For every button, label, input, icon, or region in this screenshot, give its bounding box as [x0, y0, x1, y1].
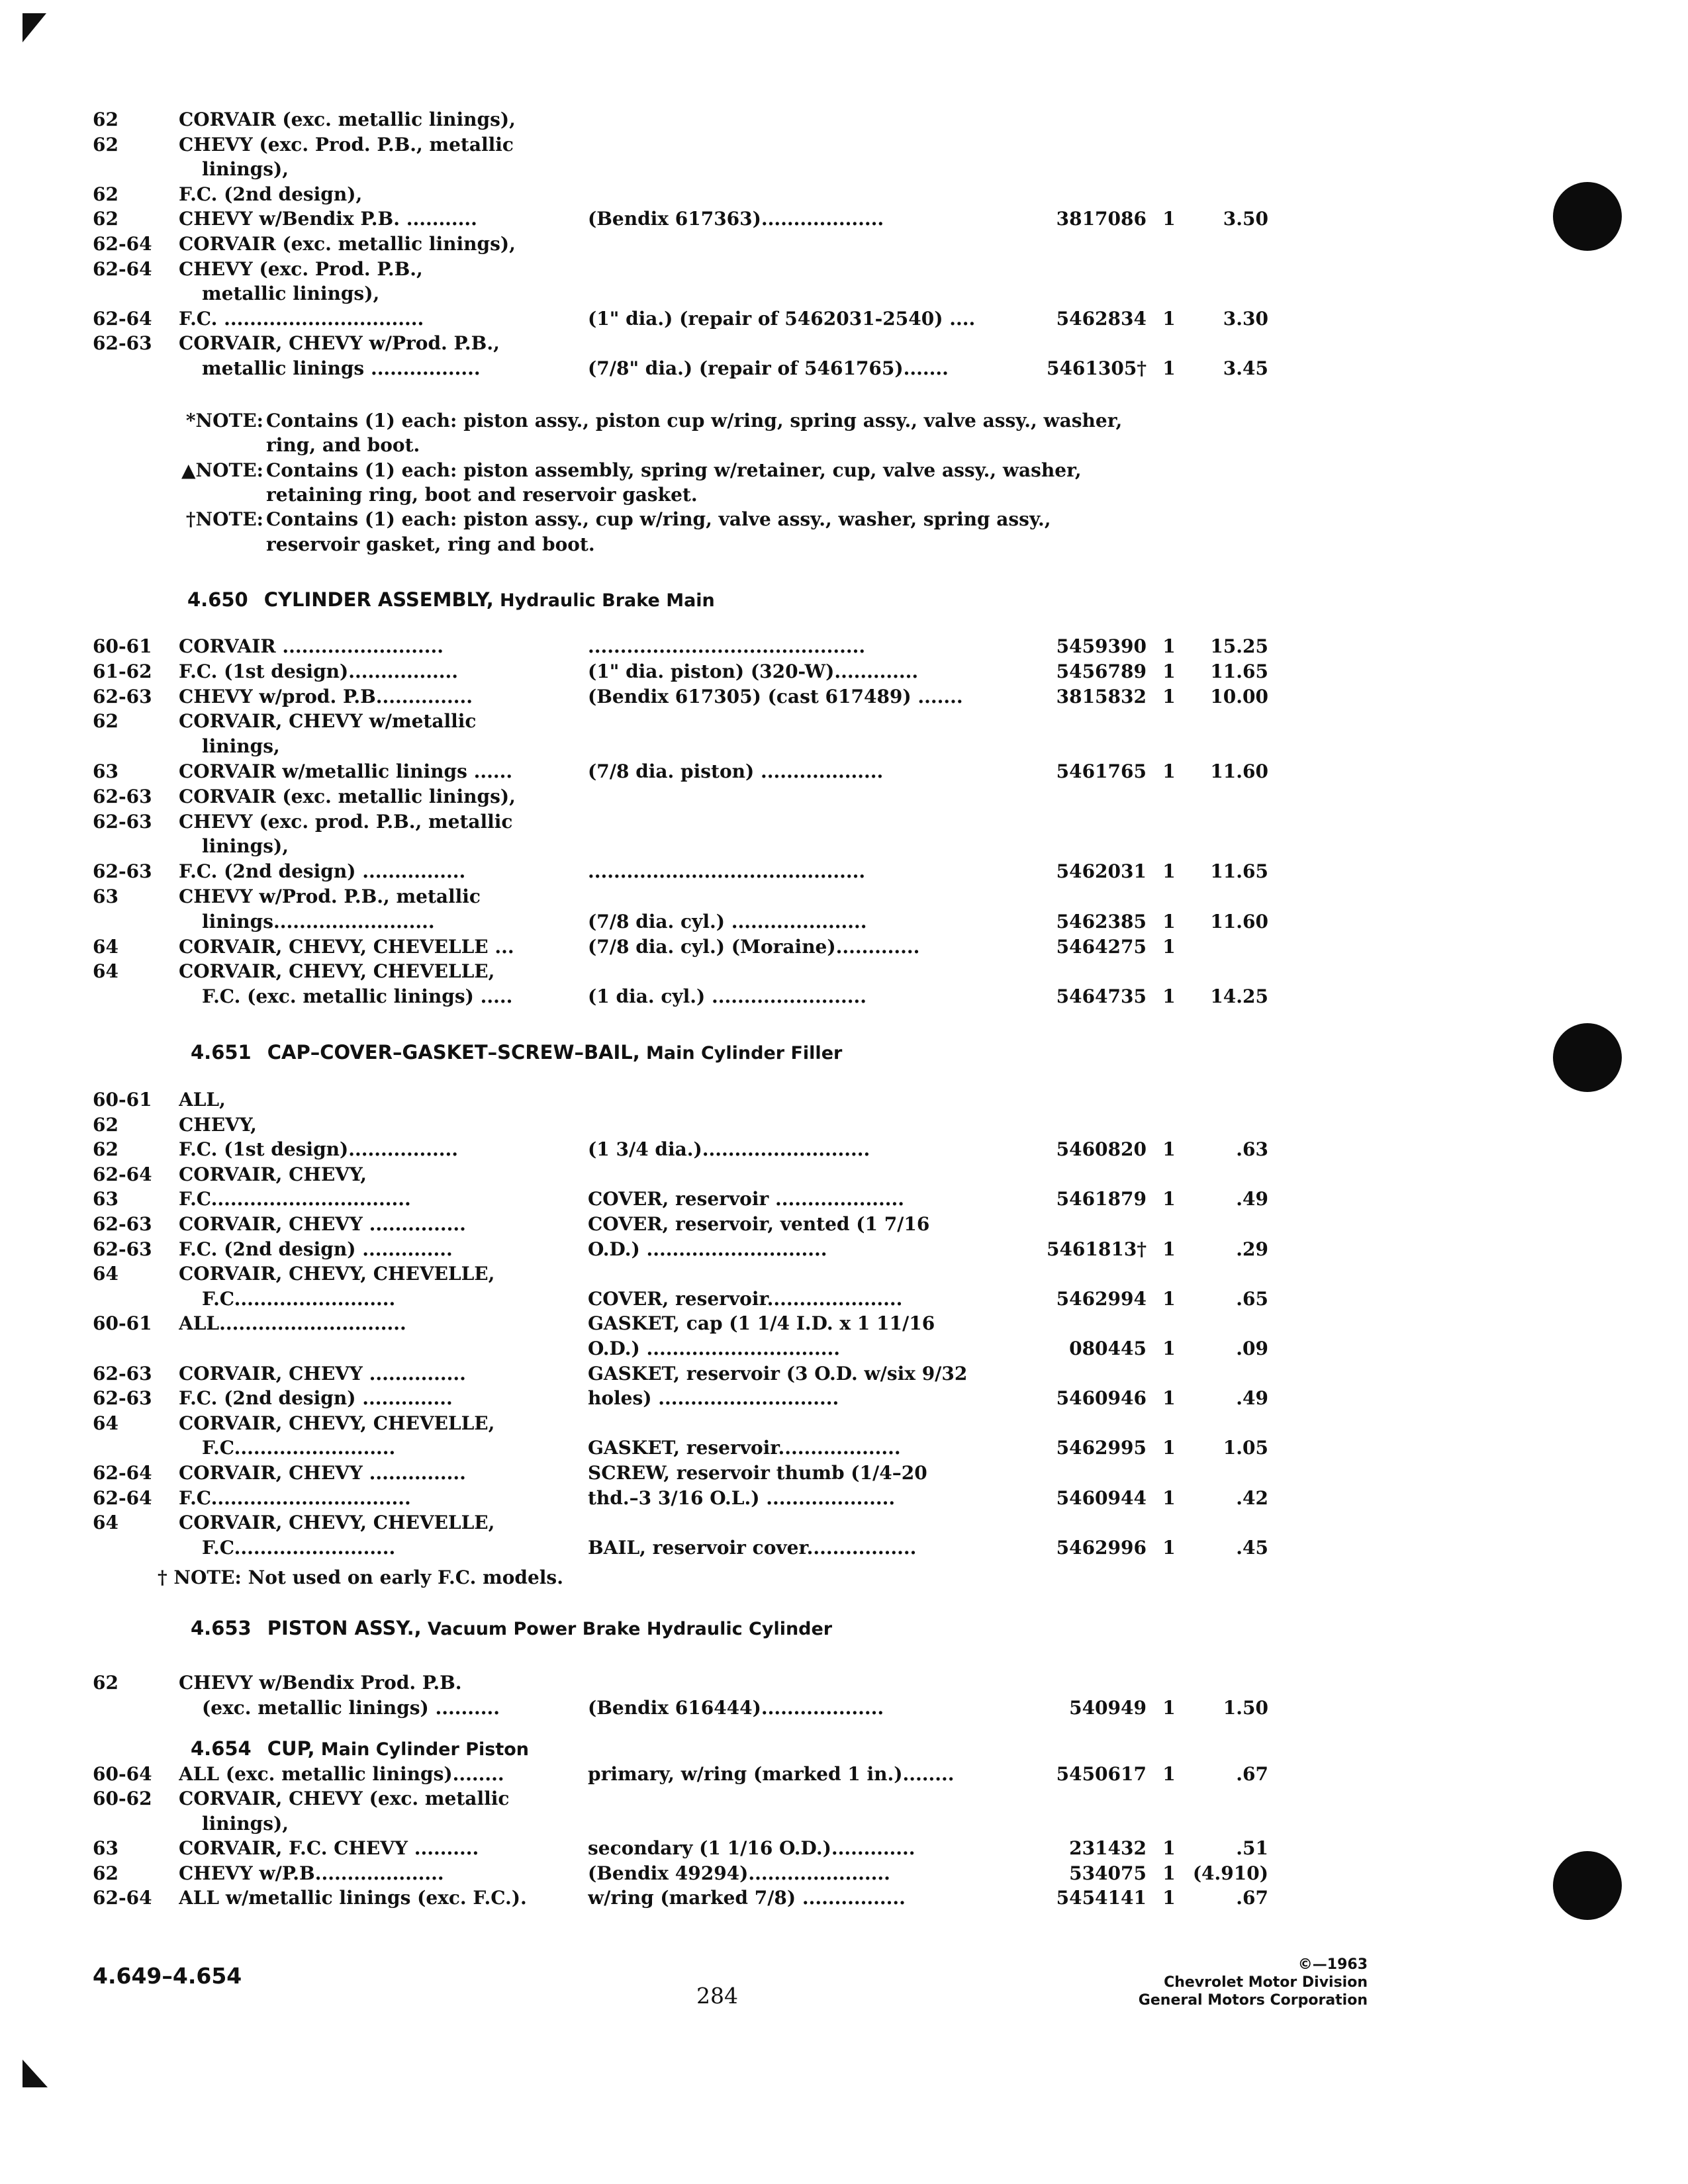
part-number: 5462834	[1056, 307, 1147, 330]
section-subtitle: Vacuum Power Brake Hydraulic Cylinder	[427, 1619, 833, 1639]
model-year: 62-63	[93, 1238, 152, 1260]
part-number: 540949	[1069, 1696, 1147, 1719]
application-description: CORVAIR, CHEVY w/Prod. P.B.,	[179, 332, 500, 355]
part-number: 5462995	[1056, 1437, 1147, 1459]
application-description: linings.........................	[202, 910, 435, 933]
part-description: (1" dia.) (repair of 5462031-2540) ....	[588, 307, 976, 330]
catalog-row	[0, 1861, 1688, 1886]
application-description: F.C.........................	[202, 1437, 396, 1459]
part-number: 5462994	[1056, 1287, 1147, 1310]
note-text: Contains (1) each: piston assy., cup w/ring, valve assy., washer, spring assy.,	[266, 508, 1051, 531]
catalog-row	[0, 1696, 1688, 1721]
application-description: (exc. metallic linings) ..........	[202, 1696, 500, 1719]
part-description: (7/8 dia. cyl.) .....................	[588, 910, 867, 933]
application-description: CHEVY (exc. Prod. P.B., metallic	[179, 133, 514, 156]
catalog-row	[0, 1811, 1688, 1837]
list-price: .63	[1236, 1138, 1268, 1161]
note-line	[0, 433, 1688, 457]
note-text: Contains (1) each: piston assy., piston cup w/ring, spring assy., valve assy., washer,	[266, 410, 1123, 432]
quantity: 1	[1162, 1338, 1176, 1359]
application-description: CORVAIR, CHEVY (exc. metallic	[179, 1788, 510, 1810]
note-text: reservoir gasket, ring and boot.	[266, 533, 595, 555]
model-year: 62	[93, 710, 118, 733]
catalog-row	[0, 1836, 1688, 1861]
catalog-row	[0, 1411, 1688, 1436]
catalog-row	[0, 1886, 1688, 1911]
part-description: (1 dia. cyl.) ........................	[588, 985, 867, 1008]
catalog-row	[0, 759, 1688, 784]
catalog-row	[0, 182, 1688, 207]
model-year: 62-63	[93, 785, 152, 807]
quantity: 1	[1162, 1837, 1176, 1860]
section-heading-4-651	[191, 1038, 842, 1067]
application-description: ALL w/metallic linings (exc. F.C.).	[179, 1887, 527, 1909]
model-year: 62	[93, 1862, 118, 1884]
part-number: 5462385	[1056, 910, 1147, 933]
list-price: .49	[1236, 1188, 1268, 1210]
quantity: 1	[1162, 760, 1176, 782]
model-year: 62	[93, 208, 118, 230]
part-description: SCREW, reservoir thumb (1/4–20	[588, 1462, 927, 1484]
list-price: .67	[1236, 1763, 1268, 1785]
catalog-row	[0, 859, 1688, 884]
catalog-row	[0, 934, 1688, 960]
part-description: BAIL, reservoir cover.................	[588, 1536, 917, 1559]
model-year: 62-64	[93, 1462, 152, 1484]
part-description: GASKET, reservoir...................	[588, 1437, 901, 1459]
catalog-row	[0, 1187, 1688, 1212]
part-number: 5461879	[1056, 1188, 1147, 1210]
catalog-row	[0, 1137, 1688, 1162]
part-number: 5456789	[1056, 660, 1147, 682]
list-price: .29	[1236, 1238, 1268, 1260]
note-label: ▲NOTE:	[181, 459, 263, 481]
application-description: CHEVY (exc. Prod. P.B.,	[179, 257, 423, 280]
model-year: 62-63	[93, 1387, 152, 1410]
application-description: CHEVY w/P.B....................	[179, 1862, 444, 1884]
quantity: 1	[1162, 1887, 1176, 1909]
part-description: w/ring (marked 7/8) ................	[588, 1887, 906, 1909]
part-description: ...........................................	[588, 860, 866, 883]
part-description: O.D.) ............................	[588, 1238, 827, 1260]
application-description: F.C. (2nd design) ..............	[179, 1387, 453, 1410]
application-description: F.C. (2nd design) ..............	[179, 1238, 453, 1260]
catalog-row	[0, 1786, 1688, 1811]
application-description: CORVAIR, CHEVY, CHEVELLE,	[179, 1412, 495, 1434]
model-year: 63	[93, 1188, 118, 1210]
model-year: 62-64	[93, 1163, 152, 1185]
part-number: 5462996	[1056, 1536, 1147, 1559]
model-year: 62-63	[93, 810, 152, 833]
application-description: CORVAIR, CHEVY ...............	[179, 1362, 466, 1385]
copyright-line: ©—1963	[1297, 1956, 1368, 1973]
application-description: ALL.............................	[179, 1312, 406, 1335]
note-text: Contains (1) each: piston assembly, spring w/retainer, cup, valve assy., washer,	[266, 459, 1082, 481]
application-description: CHEVY w/Bendix Prod. P.B.	[179, 1672, 462, 1694]
application-description: CHEVY w/prod. P.B...............	[179, 685, 473, 707]
model-year: 63	[93, 886, 118, 907]
model-year: 62-63	[93, 1362, 152, 1385]
model-year: 62	[93, 1113, 118, 1136]
part-number: 5462031	[1056, 860, 1147, 883]
application-description: CORVAIR, F.C. CHEVY ..........	[179, 1837, 479, 1860]
model-year: 62	[93, 1138, 118, 1161]
application-description: F.C...............................	[179, 1486, 411, 1509]
part-number: 5460944	[1056, 1486, 1147, 1509]
application-description: F.C. (1st design).................	[179, 1138, 458, 1161]
copyright-line: General Motors Corporation	[1138, 1992, 1368, 2009]
catalog-row	[0, 709, 1688, 734]
part-description: (Bendix 617363)...................	[588, 208, 884, 230]
list-price: 3.50	[1223, 208, 1268, 230]
part-description: primary, w/ring (marked 1 in.)........	[588, 1763, 955, 1785]
part-number: 3817086	[1056, 208, 1147, 230]
part-number: 231432	[1069, 1837, 1147, 1860]
application-description: F.C. (2nd design) ................	[179, 860, 466, 883]
model-year: 60-61	[93, 1089, 152, 1111]
list-price: .42	[1236, 1486, 1268, 1509]
copyright-block	[1125, 1956, 1368, 2009]
section-title: PISTON ASSY.,	[267, 1617, 422, 1639]
note-line	[0, 409, 1688, 433]
part-number: 5461305†	[1046, 357, 1147, 379]
list-price: .49	[1236, 1387, 1268, 1410]
catalog-row	[0, 1237, 1688, 1262]
catalog-row	[0, 634, 1688, 659]
list-price: .09	[1236, 1338, 1268, 1359]
catalog-row	[0, 206, 1688, 232]
part-description: (7/8" dia.) (repair of 5461765).......	[588, 357, 949, 379]
section-title: CAP–COVER–GASKET–SCREW–BAIL,	[267, 1041, 640, 1064]
list-price: 11.65	[1210, 860, 1268, 883]
page-section-range: 4.649–4.654	[93, 1963, 242, 1989]
part-description: (Bendix 617305) (cast 617489) .......	[588, 685, 963, 707]
quantity: 1	[1162, 860, 1176, 883]
part-number: 080445	[1069, 1338, 1147, 1359]
quantity: 1	[1162, 935, 1176, 958]
section-title: CUP,	[267, 1737, 315, 1760]
part-description: (7/8 dia. cyl.) (Moraine).............	[588, 935, 920, 958]
catalog-row	[0, 884, 1688, 909]
application-description: CORVAIR (exc. metallic linings),	[179, 233, 516, 255]
note-text: ring, and boot.	[266, 434, 420, 457]
quantity: 1	[1162, 635, 1176, 657]
model-year: 62	[93, 1672, 118, 1694]
part-number: 5450617	[1056, 1763, 1147, 1785]
model-year: 61-62	[93, 660, 152, 682]
model-year: 60-62	[93, 1788, 152, 1810]
application-description: linings),	[202, 1812, 289, 1835]
part-number: 5464275	[1056, 935, 1147, 958]
model-year: 62	[93, 183, 118, 205]
catalog-row	[0, 331, 1688, 356]
model-year: 62-64	[93, 233, 152, 255]
list-price: 15.25	[1210, 635, 1268, 657]
quantity: 1	[1162, 910, 1176, 933]
part-number: 5459390	[1056, 635, 1147, 657]
catalog-row	[0, 356, 1688, 381]
note-line	[0, 508, 1688, 531]
application-description: F.C.........................	[202, 1536, 396, 1559]
quantity: 1	[1162, 1387, 1176, 1410]
application-description: CORVAIR, CHEVY w/metallic	[179, 710, 477, 733]
part-description: (1" dia. piston) (320-W).............	[588, 660, 919, 682]
catalog-row	[0, 1287, 1688, 1312]
part-description: COVER, reservoir, vented (1 7/16	[588, 1213, 930, 1235]
quantity: 1	[1162, 1862, 1176, 1884]
list-price: .45	[1236, 1536, 1268, 1559]
application-description: metallic linings .................	[202, 357, 481, 379]
catalog-row	[0, 1461, 1688, 1486]
catalog-row	[0, 784, 1688, 809]
quantity: 1	[1162, 208, 1176, 230]
application-description: CORVAIR, CHEVY ...............	[179, 1462, 466, 1484]
page-number: 284	[696, 1983, 738, 2009]
section-footnote: † NOTE: Not used on early F.C. models.	[158, 1567, 563, 1588]
catalog-row	[0, 1212, 1688, 1237]
part-description: (Bendix 49294)......................	[588, 1862, 890, 1884]
list-price: 10.00	[1210, 685, 1268, 707]
section-number: 4.653	[191, 1617, 252, 1639]
section-title: CYLINDER ASSEMBLY,	[263, 588, 494, 611]
application-description: CORVAIR, CHEVY, CHEVELLE,	[179, 960, 495, 983]
application-description: ALL (exc. metallic linings)........	[179, 1763, 504, 1785]
application-description: CORVAIR w/metallic linings ......	[179, 760, 513, 782]
part-number: 5461765	[1056, 760, 1147, 782]
list-price: 11.60	[1210, 760, 1268, 782]
application-description: CORVAIR, CHEVY ...............	[179, 1213, 466, 1235]
quantity: 1	[1162, 307, 1176, 330]
section-subtitle: Hydraulic Brake Main	[499, 590, 715, 611]
application-description: CORVAIR (exc. metallic linings),	[179, 785, 516, 807]
quantity: 1	[1162, 1763, 1176, 1785]
application-description: CORVAIR (exc. metallic linings),	[179, 109, 516, 130]
model-year: 62-63	[93, 332, 152, 355]
catalog-row	[0, 1486, 1688, 1511]
model-year: 63	[93, 760, 118, 782]
section-subtitle: Main Cylinder Piston	[320, 1739, 529, 1760]
catalog-row	[0, 1113, 1688, 1138]
quantity: 1	[1162, 985, 1176, 1008]
model-year: 64	[93, 1512, 118, 1534]
model-year: 62	[93, 109, 118, 130]
model-year: 62-63	[93, 685, 152, 707]
list-price: .51	[1236, 1837, 1268, 1860]
list-price: .65	[1236, 1287, 1268, 1310]
list-price: 11.60	[1210, 910, 1268, 933]
application-description: CORVAIR, CHEVY, CHEVELLE,	[179, 1263, 495, 1285]
part-description: (7/8 dia. piston) ...................	[588, 760, 884, 782]
application-description: linings),	[202, 158, 289, 181]
note-label: *NOTE:	[185, 410, 263, 432]
section-number: 4.654	[191, 1737, 252, 1760]
catalog-row	[0, 1311, 1688, 1336]
quantity: 1	[1162, 1188, 1176, 1210]
note-line	[0, 459, 1688, 482]
part-description: O.D.) ..............................	[588, 1338, 840, 1359]
section-number: 4.651	[191, 1041, 252, 1064]
part-description: thd.–3 3/16 O.L.) ....................	[588, 1486, 896, 1509]
part-number: 5461813†	[1046, 1238, 1147, 1260]
catalog-row	[0, 157, 1688, 182]
part-description: GASKET, reservoir (3 O.D. w/six 9/32	[588, 1362, 968, 1385]
catalog-row	[0, 659, 1688, 684]
part-number: 5464735	[1056, 985, 1147, 1008]
part-description: GASKET, cap (1 1/4 I.D. x 1 11/16	[588, 1312, 935, 1335]
model-year: 60-61	[93, 635, 152, 657]
list-price: 3.30	[1223, 307, 1268, 330]
model-year: 62-64	[93, 257, 152, 280]
catalog-row	[0, 1435, 1688, 1461]
quantity: 1	[1162, 1138, 1176, 1161]
application-description: CHEVY (exc. prod. P.B., metallic	[179, 810, 513, 833]
part-description: holes) ............................	[588, 1387, 839, 1410]
quantity: 1	[1162, 660, 1176, 682]
model-year: 64	[93, 1412, 118, 1434]
note-line	[0, 533, 1688, 557]
model-year: 64	[93, 935, 118, 958]
copyright-line: Chevrolet Motor Division	[1164, 1974, 1368, 1991]
catalog-row	[0, 306, 1688, 332]
catalog-row	[0, 1087, 1688, 1113]
catalog-row	[0, 1386, 1688, 1411]
list-price: 14.25	[1210, 985, 1268, 1008]
list-price: 1.50	[1223, 1696, 1268, 1719]
catalog-row	[0, 1535, 1688, 1561]
catalog-row	[0, 107, 1688, 132]
quantity: 1	[1162, 357, 1176, 379]
part-number: 534075	[1069, 1862, 1147, 1884]
model-year: 63	[93, 1837, 118, 1860]
application-description: linings),	[202, 835, 289, 858]
part-number: 3815832	[1056, 685, 1147, 707]
section-subtitle: Main Cylinder Filler	[646, 1043, 843, 1064]
catalog-row	[0, 232, 1688, 257]
quantity: 1	[1162, 1696, 1176, 1719]
part-description: COVER, reservoir.....................	[588, 1287, 903, 1310]
section-heading-4-653	[191, 1614, 832, 1643]
catalog-row	[0, 281, 1688, 306]
application-description: CORVAIR, CHEVY,	[179, 1163, 367, 1185]
catalog-row	[0, 834, 1688, 859]
model-year: 60-61	[93, 1312, 152, 1335]
application-description: metallic linings),	[202, 283, 380, 305]
catalog-row	[0, 1336, 1688, 1361]
model-year: 62-64	[93, 1486, 152, 1509]
application-description: CORVAIR, CHEVY, CHEVELLE ...	[179, 935, 514, 958]
application-description: linings,	[202, 735, 280, 758]
section-number: 4.650	[187, 588, 248, 611]
part-description: ...........................................	[588, 635, 866, 657]
part-number: 5460820	[1056, 1138, 1147, 1161]
catalog-row	[0, 959, 1688, 984]
catalog-row	[0, 1762, 1688, 1787]
catalog-row	[0, 809, 1688, 835]
catalog-row	[0, 1261, 1688, 1287]
catalog-row	[0, 1670, 1688, 1696]
list-price: 3.45	[1223, 357, 1268, 379]
section-heading-4-650	[187, 585, 715, 614]
application-description: CHEVY w/Bendix P.B. ...........	[179, 208, 477, 230]
catalog-row	[0, 734, 1688, 759]
part-description: COVER, reservoir ....................	[588, 1188, 904, 1210]
list-price: .67	[1236, 1887, 1268, 1909]
list-price: 1.05	[1223, 1437, 1268, 1459]
quantity: 1	[1162, 1238, 1176, 1260]
application-description: CHEVY,	[179, 1113, 257, 1136]
application-description: F.C. ...............................	[179, 307, 424, 330]
model-year: 62-64	[93, 1887, 152, 1909]
application-description: CHEVY w/Prod. P.B., metallic	[179, 886, 481, 907]
list-price: 11.65	[1210, 660, 1268, 682]
catalog-row	[0, 984, 1688, 1009]
application-description: CORVAIR, CHEVY, CHEVELLE,	[179, 1512, 495, 1534]
catalog-row	[0, 257, 1688, 282]
part-description: secondary (1 1/16 O.D.).............	[588, 1837, 915, 1860]
quantity: 1	[1162, 685, 1176, 707]
note-label: †NOTE:	[185, 508, 263, 531]
application-description: F.C.........................	[202, 1287, 396, 1310]
catalog-row	[0, 1162, 1688, 1187]
list-price: (4.910)	[1192, 1862, 1268, 1884]
catalog-row	[0, 684, 1688, 709]
catalog-row	[0, 909, 1688, 934]
application-description: CORVAIR .........................	[179, 635, 444, 657]
part-description: (1 3/4 dia.)..........................	[588, 1138, 870, 1161]
part-number: 5460946	[1056, 1387, 1147, 1410]
model-year: 62-64	[93, 307, 152, 330]
model-year: 64	[93, 960, 118, 983]
model-year: 62-63	[93, 1213, 152, 1235]
model-year: 62-63	[93, 860, 152, 883]
application-description: F.C. (2nd design),	[179, 183, 363, 205]
part-number: 5454141	[1056, 1887, 1147, 1909]
quantity: 1	[1162, 1486, 1176, 1509]
quantity: 1	[1162, 1536, 1176, 1559]
section-heading-4-654	[191, 1734, 529, 1763]
quantity: 1	[1162, 1437, 1176, 1459]
quantity: 1	[1162, 1287, 1176, 1310]
model-year: 60-64	[93, 1763, 152, 1785]
part-description: (Bendix 616444)...................	[588, 1696, 884, 1719]
note-line	[0, 483, 1688, 507]
model-year: 64	[93, 1263, 118, 1285]
application-description: ALL,	[179, 1089, 226, 1111]
catalog-row	[0, 1510, 1688, 1535]
catalog-row	[0, 1361, 1688, 1387]
model-year: 62	[93, 133, 118, 156]
note-text: retaining ring, boot and reservoir gasket.	[266, 483, 698, 506]
catalog-row	[0, 132, 1688, 158]
application-description: F.C. (exc. metallic linings) .....	[202, 985, 513, 1008]
application-description: F.C. (1st design).................	[179, 660, 458, 682]
application-description: F.C...............................	[179, 1188, 411, 1210]
